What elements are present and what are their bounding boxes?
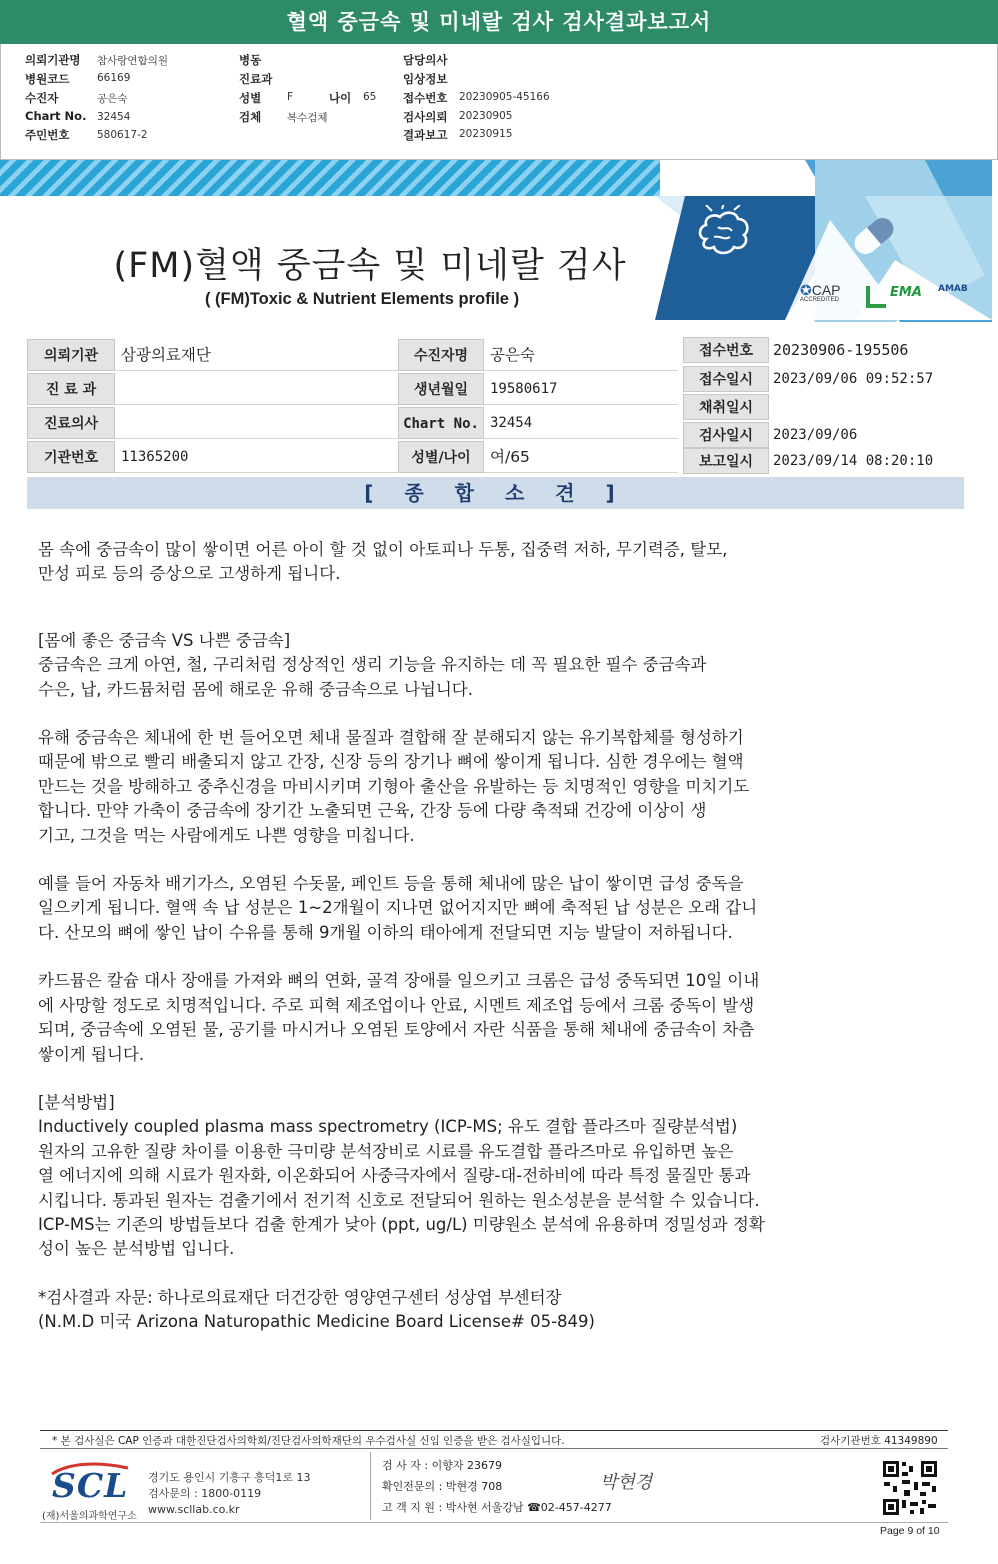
report-date-label: 결과보고 [403, 128, 448, 142]
inst-no-label: 기관번호 [27, 441, 115, 473]
paragraph-good-vs-bad: [몸에 좋은 중금속 VS 나쁜 중금속] 중금속은 크게 아연, 철, 구리처럼 정상적인 생리 기능을 유지하는 데 꼭 필요한 필수 중금속과 수은, 납, 카드뮴처럼 몸에 해로운 유해 중금속으로 나뉩니다. [38, 630, 707, 699]
report-date-value: 20230915 [459, 128, 513, 140]
requesting-org-label: 의뢰기관명 [25, 53, 81, 67]
test-date-value: 2023/09/06 [769, 422, 964, 448]
paragraph-intro: 몸 속에 중금속이 많이 쌓이면 어른 아이 할 것 없이 아토피나 두통, 집중력 저하, 무기력증, 탈모, 만성 피로 등의 증상으로 고생하게 됩니다. [38, 540, 728, 584]
paragraph-lead: 예를 들어 자동차 배기가스, 오염된 수돗물, 페인트 등을 통해 체내에 많은 납이 쌓이면 급성 중독을 일으키게 됩니다. 혈액 속 납 성분은 1~2개월이 지나면 없어지지만 뼈에 축적된 납 성분은 오래 갑니 다. 산모의 뼈에 쌓인 납이 수유를 통해 9개월 이하의 태아에게 전달되면 지능 발달이 저하됩니다. [38, 874, 758, 942]
stripe-banner [0, 160, 660, 196]
sex-label: 성별 [239, 91, 262, 105]
chart-no-value: 32454 [97, 111, 131, 123]
paragraph-method: [분석방법] Inductively coupled plasma mass spectrometry (ICP-MS; 유도 결합 플라즈마 질량분석법) 원자의 고유한 질량 차이를 이용한 극미량 분석장비로 시료를 유도결합 플라즈마로 유입하면 높은 열 에너지에 의해 시료가 원자화, 이온화되어 사중극자에서 질량-대-전하비에 따라 특정 물질만 통과 시킵니다. 통과된 원자는 검출기에서 전기적 신호로 전달되어 원하는 원소성분을 분석할 수 있습니다. ICP-MS는 기존의 방법들보다 검출 한계가 낮아 (ppt, ug/L) 미량원소 분석에 유용하며 정밀성과 정확 성이 높은 분석방법 입니다. [38, 1092, 765, 1259]
scl-logo: SCL [52, 1466, 129, 1505]
doctor-label: 담당의사 [403, 53, 448, 67]
cap-logo-mark: ✪ [800, 282, 812, 298]
request-date-label: 검사의뢰 [403, 110, 448, 124]
sex-age-label: 성별/나이 [398, 441, 484, 473]
resident-no-label: 주민번호 [25, 128, 70, 142]
qr-code-icon [882, 1460, 938, 1516]
scl-address [148, 1470, 311, 1518]
test-date-label: 검사일시 [683, 422, 769, 448]
footer-vertical-divider [370, 1452, 371, 1520]
patient-value: 공은숙 [97, 93, 128, 105]
scl-website[interactable]: www.scllab.co.kr [148, 1503, 240, 1516]
patient-name-value: 공은숙 [484, 339, 678, 371]
report-date-label: 보고일시 [683, 448, 769, 474]
org-label: 의뢰기관 [27, 339, 115, 371]
cap-logo [800, 282, 841, 303]
patient-name-label: 수진자명 [398, 339, 484, 371]
tester-info: 검 사 자 : 이향자 23679 [382, 1459, 502, 1472]
paragraph-harmful-metals: 유해 중금속은 체내에 한 번 들어오면 체내 물질과 결합해 잘 분해되지 않는 유기복합체를 형성하기 때문에 밖으로 빨리 배출되지 않고 간장, 신장 등의 장기나 뼈에 쌓이게 됩니다. 심한 경우에는 혈액 만드는 것을 방해하고 중추신경을 마비시키며 기형아 출산을 유발하는 등 치명적인 영향을 미치기도 합니다. 만약 가축이 중금속에 장기간 노출되면 근육, 간장 등에 다량 축적돼 건강에 이상이 생 기고, 그것을 먹는 사람에게도 나쁜 영향을 미칩니다. [38, 728, 750, 845]
specimen-label: 검체 [239, 110, 262, 124]
birth-label: 생년월일 [398, 373, 484, 405]
org-value: 삼광의료재단 [115, 339, 398, 371]
resident-no-value: 580617-2 [97, 129, 148, 141]
specimen-value: 복수검체 [287, 112, 328, 124]
clinical-info-label: 임상정보 [403, 72, 448, 86]
footer-bottom-divider [40, 1522, 948, 1523]
dept-label: 진료과 [239, 72, 273, 86]
paragraph-cadmium-chromium: 카드뮴은 칼슘 대사 장애를 가져와 뼈의 연화, 골격 장애를 일으키고 크롬은 급성 중독되면 10일 이내 에 사망할 정도로 치명적입니다. 주로 피혁 제조업이나 안료, 시멘트 제조업 등에서 크롬 중독이 발생 되며, 중금속에 오염된 물, 공기를 마시거나 오염된 토양에서 자란 식품을 통해 체내에 중금속이 차츰 쌓이게 됩니다. [38, 971, 760, 1064]
sex-value: F [287, 91, 294, 103]
ward-label: 병동 [239, 53, 262, 67]
scl-phone: 검사문의 : 1800-0119 [148, 1487, 262, 1500]
cap-logo-text: CAP [811, 282, 841, 298]
hospital-code-label: 병원코드 [25, 72, 70, 86]
specialist-info: 확인전문의 : 박현경 708 [382, 1480, 503, 1493]
page-number: Page 9 of 10 [880, 1525, 940, 1537]
chart-label: Chart No. [398, 407, 484, 439]
footer-divider-2 [40, 1448, 948, 1449]
accession-value: 20230905-45166 [459, 91, 550, 103]
paragraph-advisor: *검사결과 자문: 하나로의료재단 더건강한 영양연구센터 성상엽 부센터장 (N.M.D 미국 Arizona Naturopathic Medicine Board License# 05-849) [38, 1287, 595, 1332]
requesting-org-value: 참사랑연합의원 [97, 55, 169, 67]
ema-logo: EMA [890, 285, 922, 300]
receipt-no-label: 접수번호 [683, 337, 769, 363]
report-date-value: 2023/09/14 08:20:10 [769, 448, 964, 474]
dept-label: 진 료 과 [27, 373, 115, 405]
capsule-icon [846, 210, 902, 260]
footer-divider [40, 1430, 948, 1431]
doctor-value [115, 407, 398, 439]
scl-org-name: (재)서울의과학연구소 [42, 1511, 137, 1522]
footer-certification: * 본 검사실은 CAP 인증과 대한진단검사의학회/진단검사의학재단의 우수검사실 신임 인증을 받은 검사실입니다. [52, 1435, 565, 1447]
doctor-label: 진료의사 [27, 407, 115, 439]
support-info: 고 객 지 원 : 박사현 서울강남 ☎02-457-4277 [382, 1501, 612, 1514]
inst-no-value: 11365200 [115, 441, 398, 473]
request-date-value: 20230905 [459, 110, 513, 122]
collect-date-label: 채취일시 [683, 394, 769, 420]
kslm-logo [866, 286, 886, 308]
age-value: 65 [363, 91, 377, 103]
dept-value [115, 373, 398, 405]
hospital-code-value: 66169 [97, 72, 131, 84]
chart-value: 32454 [484, 407, 678, 439]
patient-label: 수진자 [25, 91, 59, 105]
test-title: (FM)혈액 중금속 및 미네랄 검사 [113, 246, 627, 286]
age-label: 나이 [329, 91, 352, 105]
cap-accredited-text: ACCREDITED [800, 297, 840, 303]
receipt-no-value: 20230906-195506 [769, 337, 964, 363]
sex-age-value: 여/65 [484, 441, 678, 473]
summary-section-title: [ 종 합 소 견 ] [27, 477, 964, 509]
report-title: 혈액 중금속 및 미네랄 검사 검사결과보고서 [0, 0, 998, 44]
footer-lab-number: 검사기관번호 41349890 [820, 1435, 938, 1447]
receipt-date-value: 2023/09/06 09:52:57 [769, 366, 964, 392]
test-subtitle: ( (FM)Toxic & Nutrient Elements profile ) [204, 290, 520, 308]
doctor-signature: 박현경 [600, 1472, 653, 1493]
amab-logo: AMAB [938, 284, 968, 294]
staff-info [382, 1455, 612, 1518]
receipt-date-label: 접수일시 [683, 366, 769, 392]
collect-date-value [769, 394, 964, 420]
report-header-info [0, 44, 998, 160]
scl-address-line: 경기도 용인시 기흥구 흥덕1로 13 [148, 1471, 311, 1484]
birth-value: 19580617 [484, 373, 678, 405]
chart-no-label: Chart No. [25, 109, 87, 123]
summary-body [38, 538, 938, 1335]
accession-label: 접수번호 [403, 91, 448, 105]
